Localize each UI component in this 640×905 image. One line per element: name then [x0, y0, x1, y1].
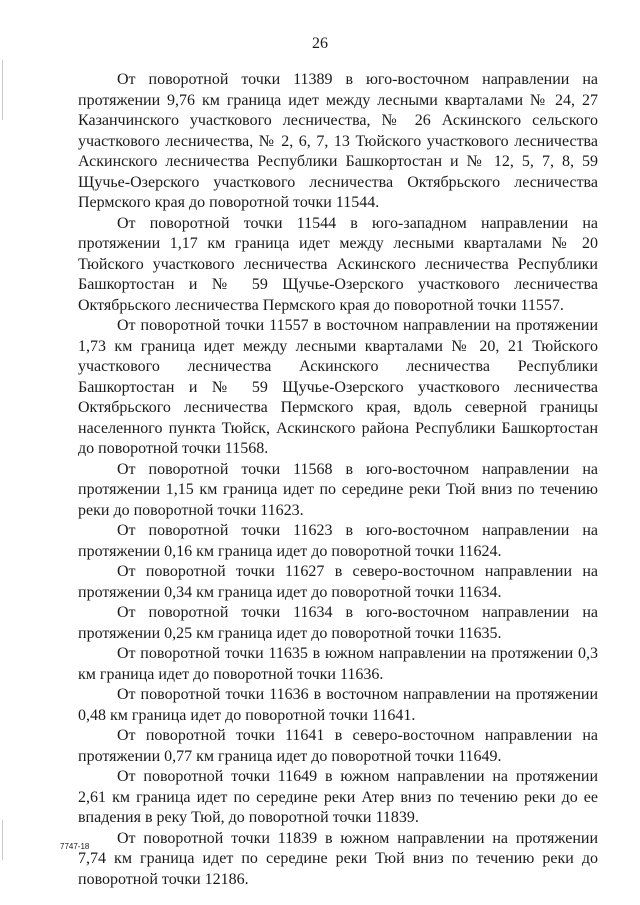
paragraph-11: От поворотной точки 11649 в южном направлении на протяжении 2,61 км граница идет по середине реки Атер вниз по течению реки до ее впадения в реку Тюй, до поворотной точки 11839.: [78, 768, 598, 826]
scan-edge-mark: [2, 820, 3, 860]
paragraph-1: От поворотной точки 11389 в юго-восточном направлении на протяжении 9,76 км граница идет между лесными кварталами № 24, 27 Казанчинского участкового лесничества, № 26 Аскинского сельского участкового лесничества, № 2, 6, 7, 13 Тюйского участкового лесничества Аскинского лесничества Республики Башкортостан и № 12, 5, 7, 8, 59 Щучье-Озерского участкового лесничества Октябрьского лесничества Пермского края до поворотной точки 11544.: [78, 71, 598, 211]
document-code: 7747-18: [60, 842, 90, 851]
paragraph-7: От поворотной точки 11634 в юго-восточном направлении на протяжении 0,25 км граница идет до поворотной точки 11635.: [78, 604, 598, 642]
paragraph-9: От поворотной точки 11636 в восточном направлении на протяжении 0,48 км граница идет до поворотной точки 11641.: [78, 686, 598, 724]
paragraph-4: От поворотной точки 11568 в юго-восточном направлении на протяжении 1,15 км граница идет по середине реки Тюй вниз по течению реки до поворотной точки 11623.: [78, 460, 598, 519]
scan-edge-mark: [2, 60, 3, 120]
paragraph-2: От поворотной точки 11544 в юго-западном направлении на протяжении 1,17 км граница идет между лесными кварталами № 20 Тюйского участкового лесничества Аскинского лесничества Республики Башкортостан и № 59 Щучье-Озерского участкового лесничества Октябрьского лесничества Пермского края до поворотной точки 11557.: [78, 214, 598, 314]
page-number: 26: [312, 35, 328, 52]
paragraph-3: От поворотной точки 11557 в восточном направлении на протяжении 1,73 км граница идет между лесными кварталами № 20, 21 Тюйского участкового лесничества Аскинского лесничества Республики Башкортостан и № 59 Щучье-Озерского участкового лесничества Октябрьского лесничества Пермского края, вдоль северной границы населенного пункта Тюйск, Аскинского района Республики Башкортостан до поворотной точки 11568.: [78, 317, 598, 457]
paragraph-12: От поворотной точки 11839 в южном направлении на протяжении 7,74 км граница идет по середине реки Тюй вниз по течению реки до поворотной точки 12186.: [78, 829, 598, 888]
paragraph-5: От поворотной точки 11623 в юго-восточном направлении на протяжении 0,16 км граница идет до поворотной точки 11624.: [78, 522, 598, 560]
paragraph-6: От поворотной точки 11627 в северо-восточном направлении на протяжении 0,34 км граница идет до поворотной точки 11634.: [78, 563, 598, 601]
paragraph-8: От поворотной точки 11635 в южном направлении на протяжении 0,3 км граница идет до поворотной точки 11636.: [78, 645, 598, 683]
document-body: [78, 70, 598, 890]
paragraph-10: От поворотной точки 11641 в северо-восточном направлении на протяжении 0,77 км граница идет до поворотной точки 11649.: [78, 727, 598, 765]
